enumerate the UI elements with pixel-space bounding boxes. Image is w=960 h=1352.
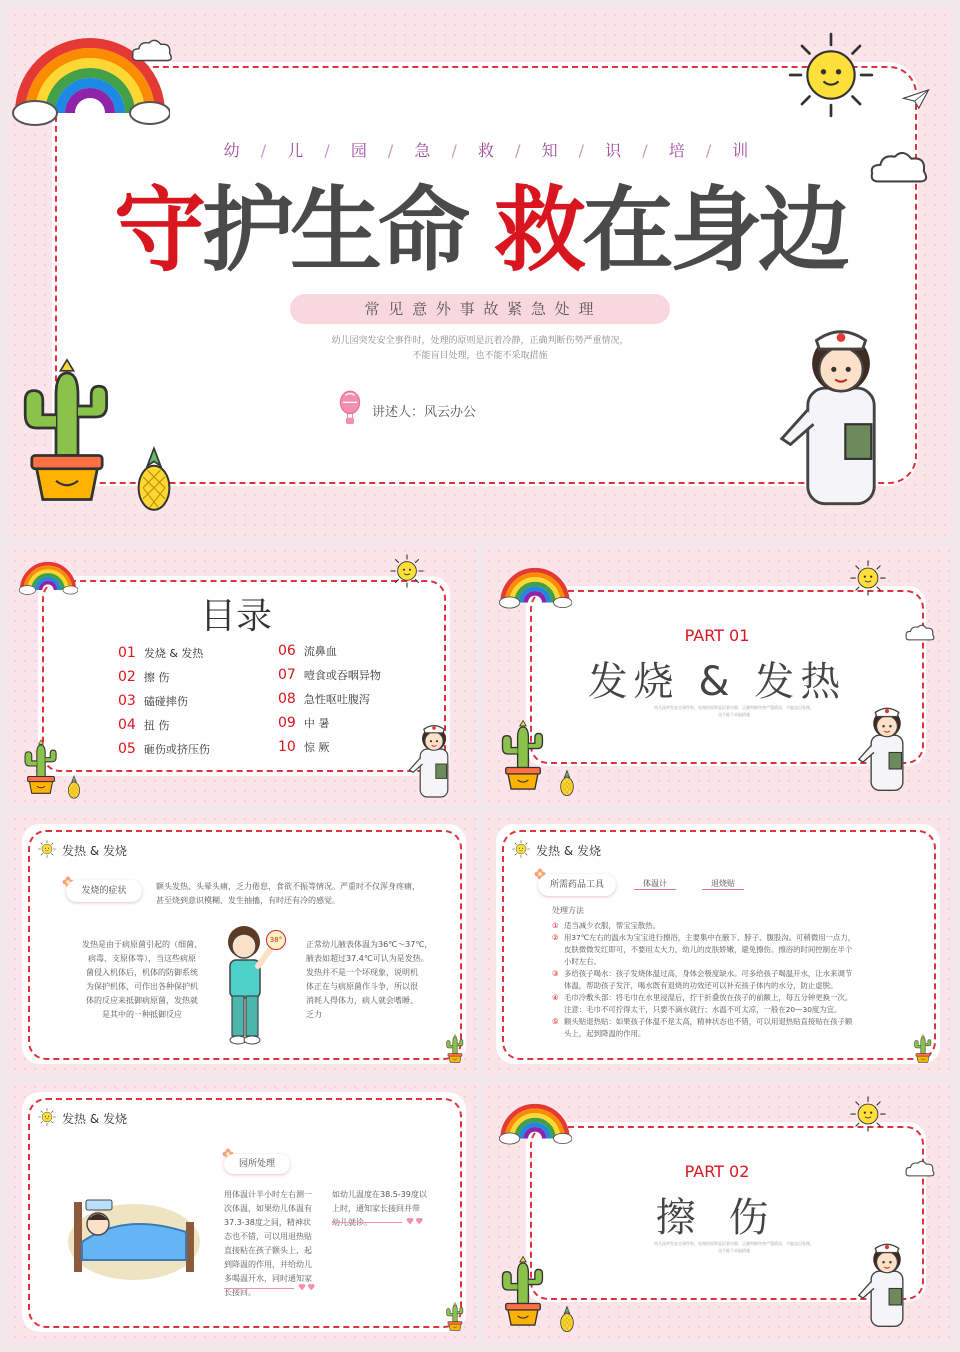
cover-desc-line: 不能盲目处理，也不能不采取措施 <box>412 351 548 361</box>
cover-banner-text: 常 见 意 外 事 故 紧 急 处 理 <box>364 300 596 318</box>
step-number: ⑤ <box>552 1017 559 1026</box>
toc-item-number: 01 <box>118 645 136 661</box>
text-line: 消耗人得体力，病人就会嗜睡、 <box>306 996 418 1005</box>
handling-pill: 园所处理 <box>224 1154 290 1174</box>
text-line: 病毒、支原体等），当这些病原 <box>88 954 196 963</box>
divider-line <box>224 1288 294 1289</box>
cactus-icon <box>20 726 62 806</box>
balloon-icon <box>338 390 362 426</box>
text-line: 到降温的作用，并给幼儿 <box>224 1260 312 1269</box>
text-line: 是其中的一种抵御反应 <box>102 1010 182 1019</box>
step-text-line: 适当减少衣服，帮宝宝散热。 <box>564 921 661 930</box>
toc-item-label: 擦 伤 <box>143 671 170 684</box>
text-line: 上时，通知家长接回并带 <box>332 1204 420 1213</box>
pineapple-icon <box>132 444 176 514</box>
toc-item[interactable] <box>278 664 428 688</box>
toc-item[interactable] <box>278 688 428 712</box>
sun-icon <box>850 560 886 596</box>
sick-child-in-bed-illustration <box>64 1172 204 1282</box>
part02-small-line: 也不能不采取措施 <box>718 1248 750 1253</box>
symptoms-slide <box>10 814 476 1074</box>
toc-item-number: 06 <box>278 643 296 659</box>
symptoms-text <box>156 880 456 908</box>
text-line: 菌侵入机体后，机体的防御系统 <box>86 968 198 977</box>
cause-text <box>72 938 212 1022</box>
cover-banner <box>290 294 670 324</box>
cover-subtitle-top: 幼 / 儿 / 园 / 急 / 救 / 知 / 识 / 培 / 训 <box>223 141 757 160</box>
text-line: 直接粘在孩子额头上，起 <box>224 1246 312 1255</box>
rainbow-icon <box>498 1094 572 1146</box>
rainbow-icon <box>10 18 170 128</box>
method-title: 处理方法 <box>552 906 584 915</box>
text-line: 态也不错，可以用退热贴 <box>224 1232 312 1241</box>
toc-item-number: 02 <box>118 669 136 685</box>
title-red-char: 守 <box>113 177 202 284</box>
title-gray-text: 在身边 <box>582 177 847 284</box>
temperature-badge <box>266 930 286 950</box>
hearts-icon <box>298 1282 318 1292</box>
cactus-icon <box>496 702 550 806</box>
toc-column-left <box>118 642 268 762</box>
cactus-icon <box>444 1026 466 1070</box>
toc-slide <box>10 546 476 806</box>
paper-plane-icon <box>902 88 930 110</box>
toc-item-number: 03 <box>118 693 136 709</box>
toc-item-label: 扭 伤 <box>143 719 170 732</box>
part01-title: 发烧 & 发热 <box>587 659 847 705</box>
toc-item[interactable] <box>118 690 268 714</box>
part02-label: PART 02 <box>684 1162 750 1181</box>
slide-header: 发热 & 发烧 <box>62 1112 127 1126</box>
step-text-line: 多给孩子喝水：孩子发烧体温过高，身体会极度缺水。可多给孩子喝温开水，让水来调节 <box>564 969 853 978</box>
symptoms-line: 甚至烧到意识模糊、发生抽搐，有时还有冷的感觉。 <box>156 896 340 905</box>
tool-thermometer-label: 体温计 <box>643 879 667 888</box>
treatment-step <box>552 1016 882 1040</box>
toc-item-label: 流鼻血 <box>303 645 337 658</box>
toc-item[interactable] <box>118 666 268 690</box>
treatment-slide <box>484 814 950 1074</box>
cloud-icon <box>130 38 174 64</box>
toc-item-label: 磕碰摔伤 <box>143 695 188 708</box>
part01-slide <box>484 546 950 806</box>
step-text-line: 毛巾冷敷头部：将毛巾在水里浸湿后，拧干折叠放在孩子的前额上，每五分钟更换一次。 <box>564 993 853 1002</box>
toc-item[interactable] <box>118 738 268 762</box>
cover-slide <box>10 10 950 538</box>
pineapple-icon <box>558 768 576 798</box>
text-line: 为保护机体，可作出各种保护机 <box>86 982 198 991</box>
toc-item-label: 发烧 & 发热 <box>143 647 204 660</box>
text-line: 幼儿就诊。 <box>332 1218 372 1227</box>
text-line: 长接回。 <box>224 1288 256 1297</box>
step-text-line: 体温，帮助孩子发汗，喝水既有退烧的功效还可以补充孩子体内的水分，防止虚脱。 <box>564 981 838 990</box>
part02-slide <box>484 1082 950 1342</box>
part01-small-line: 幼儿园突发安全事件时，处理的原则是沉着冷静，正确判断伤势严重情况，不能盲目处理， <box>654 705 814 710</box>
slide-header: 发热 & 发烧 <box>536 844 601 858</box>
toc-item-label: 砸伤或挤压伤 <box>143 743 210 756</box>
sun-icon <box>850 1096 886 1132</box>
tool-cooling-patch-label: 退烧贴 <box>711 879 735 888</box>
sun-icon <box>38 1108 56 1126</box>
sun-icon <box>512 840 530 858</box>
text-line: 发热并不是一个坏现象，说明机 <box>306 968 418 977</box>
cactus-icon <box>444 1294 466 1338</box>
step-number: ② <box>552 933 559 942</box>
symptoms-line: 额头发热、头晕头痛，乏力倦怠，食欲不振等情况。严重时不仅浑身疼痛， <box>156 882 420 891</box>
step-number: ④ <box>552 993 559 1002</box>
step-text-line: 用37℃左右的温水为宝宝进行擦浴，主要集中在腋下、脖子、腹股沟。可稍微用一点力， <box>564 933 856 942</box>
tool-cooling-patch <box>702 878 744 890</box>
title-red-char: 救 <box>494 177 583 284</box>
treatment-steps <box>552 920 882 1040</box>
text-line: 正常幼儿腋表体温为36℃～37℃， <box>306 940 433 949</box>
part02-title: 擦 伤 <box>655 1195 779 1241</box>
toc-item-number: 04 <box>118 717 136 733</box>
part01-label: PART 01 <box>684 626 750 645</box>
toc-item[interactable] <box>118 714 268 738</box>
cover-description <box>10 334 950 364</box>
text-line: 乏力 <box>306 1010 322 1019</box>
divider-line <box>332 1222 402 1223</box>
step-number: ① <box>552 921 559 930</box>
text-line: 腋表如超过37.4℃可认为是发热。 <box>306 954 429 963</box>
toc-item-label: 急性呕吐腹泻 <box>303 693 370 706</box>
cactus-icon <box>912 1026 934 1070</box>
hearts-icon <box>406 1216 426 1226</box>
toc-item-number: 10 <box>278 739 296 755</box>
step-text-line: 小时左右。 <box>564 957 601 966</box>
text-line: 发热是由于病原菌引起的（细菌、 <box>82 940 202 949</box>
toc-item-label: 中 暑 <box>303 717 330 730</box>
part02-small-line: 幼儿园突发安全事件时，处理的原则是沉着冷静，正确判断伤势严重情况，不能盲目处理， <box>654 1241 814 1246</box>
title-gray-text: 护生命 <box>201 177 466 284</box>
toc-item[interactable] <box>118 642 268 666</box>
toc-item[interactable] <box>278 736 428 760</box>
part02-small-text <box>584 1240 884 1254</box>
kindergarten-handling-slide <box>10 1082 476 1342</box>
part01-small-text <box>584 704 884 718</box>
text-line: 如幼儿温度在38.5-39度以 <box>332 1190 427 1199</box>
text-line: 37.3-38度之间，精神状 <box>224 1218 311 1227</box>
text-line: 次体温，如果幼儿体温有 <box>224 1204 312 1213</box>
toc-column-right <box>278 640 428 760</box>
toc-item[interactable] <box>278 640 428 664</box>
cover-desc-line: 幼儿园突发安全事件时，处理的原则是沉着冷静，正确判断伤势严重情况， <box>331 336 629 346</box>
toc-item[interactable] <box>278 712 428 736</box>
rainbow-icon <box>18 554 78 596</box>
treatment-step <box>552 992 882 1016</box>
text-line: 用体温计半小时左右测一 <box>224 1190 312 1199</box>
toc-item-number: 09 <box>278 715 296 731</box>
step-text-line: 皮肤微微发红即可，不要用太大力，幼儿的皮肤娇嫩，避免擦伤。擦浴的时间控制在半个 <box>564 945 853 954</box>
toc-item-number: 08 <box>278 691 296 707</box>
toc-item-label: 噎食或吞咽异物 <box>303 669 381 682</box>
tool-thermometer <box>634 878 676 890</box>
step-number: ③ <box>552 969 559 978</box>
part01-small-line: 也不能不采取措施 <box>718 712 750 717</box>
toc-item-label: 惊 厥 <box>303 741 330 754</box>
normal-temp-text <box>306 938 436 1022</box>
text-line: 体正在与病原菌作斗争，所以很 <box>306 982 418 991</box>
treatment-step <box>552 968 882 992</box>
tools-pill: 所需药品工具 <box>538 874 616 896</box>
step-text-line: 注意：毛巾不可拧得太干，只要不滴水就行；水温不可太凉，一般在20—30度为宜。 <box>564 1005 842 1014</box>
slide-header: 发热 & 发烧 <box>62 844 127 858</box>
pineapple-icon <box>66 774 82 800</box>
cover-title <box>10 176 950 286</box>
sun-icon <box>788 32 874 118</box>
cactus-icon <box>496 1238 550 1342</box>
step-text-line: 头上，起到降温的作用。 <box>564 1029 646 1038</box>
treatment-step <box>552 920 882 932</box>
step-text-line: 额头贴退热贴：如果孩子体温不是太高，精神状态也不错，可以用退热贴直接贴在孩子额 <box>564 1017 853 1026</box>
rainbow-icon <box>498 558 572 610</box>
text-line: 多喝温开水，同时通知家 <box>224 1274 312 1283</box>
toc-item-number: 07 <box>278 667 296 683</box>
treatment-step <box>552 932 882 968</box>
toc-item-number: 05 <box>118 741 136 757</box>
text-line: 体的反应来抵御病原菌，发热就 <box>86 996 198 1005</box>
symptoms-pill: 发烧的症状 <box>66 880 142 902</box>
pineapple-icon <box>558 1304 576 1334</box>
sun-icon <box>38 840 56 858</box>
presenter-label: 讲述人：风云办公 <box>372 405 477 420</box>
temperature-badge-text: 38° <box>269 936 283 944</box>
sun-icon <box>390 554 424 588</box>
toc-title: 目录 <box>200 596 273 637</box>
